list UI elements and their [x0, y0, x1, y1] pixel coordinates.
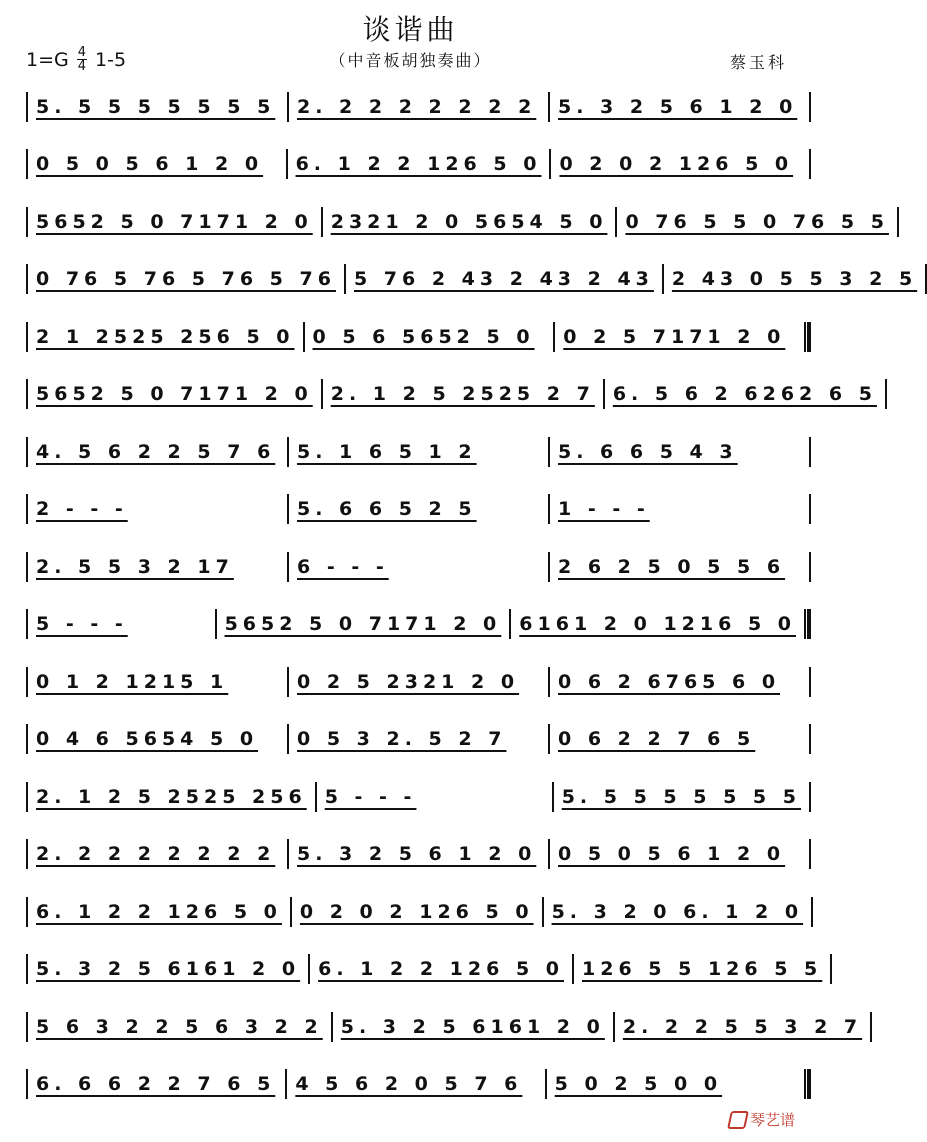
barline — [809, 92, 811, 122]
measure: 5. 3 2 5 6 1 2 0 — [558, 95, 798, 118]
barline — [809, 839, 811, 869]
measure: 5. 6 6 5 2 5 — [297, 498, 477, 521]
time-signature — [77, 46, 87, 73]
repeat-barline — [804, 609, 811, 639]
measure: 2. 2 2 2 2 2 2 2 — [297, 95, 537, 118]
measure: 5 0 2 5 0 0 — [554, 1073, 723, 1096]
page-subtitle: （中音板胡独奏曲） — [329, 51, 492, 70]
measure: 0 5 0 5 6 1 2 0 — [558, 843, 786, 866]
measure: 6. 6 6 2 2 7 6 5 — [36, 1073, 276, 1096]
measure: 5 6 3 2 2 5 6 3 2 2 — [36, 1015, 323, 1038]
score-line — [26, 883, 811, 941]
measure: 0 76 5 5 0 76 5 5 — [625, 210, 889, 233]
time-top: 4 — [77, 45, 87, 60]
barline — [809, 667, 811, 697]
barline — [809, 494, 811, 524]
measure: 2 43 0 5 5 3 2 5 — [671, 268, 918, 291]
score-line — [26, 998, 863, 1056]
barline — [809, 552, 811, 582]
measure: 0 6 2 2 7 6 5 — [558, 728, 756, 751]
score-line — [26, 481, 811, 539]
measure: 0 2 5 7171 2 0 — [563, 325, 786, 348]
measure: 2. 5 5 3 2 17 — [36, 555, 234, 578]
measure: 2 - - - — [36, 498, 128, 521]
score-line — [26, 711, 811, 769]
score-line — [26, 1056, 811, 1114]
key-tonic: 1=G — [26, 48, 69, 71]
measure: 0 2 5 2321 2 0 — [297, 670, 520, 693]
measure: 6. 1 2 2 126 5 0 — [36, 900, 282, 923]
measure: 0 76 5 76 5 76 5 76 — [36, 268, 336, 291]
barline — [809, 149, 811, 179]
score-line — [26, 251, 918, 309]
measure: 6161 2 0 1216 5 0 — [519, 613, 796, 636]
barline — [897, 207, 899, 237]
measure: 0 1 2 1215 1 — [36, 670, 229, 693]
measure: 5652 5 0 7171 2 0 — [224, 613, 502, 636]
score-line — [26, 768, 811, 826]
repeat-barline — [804, 322, 811, 352]
key-signature — [26, 46, 126, 73]
measure: 6 - - - — [297, 555, 389, 578]
measure: 0 4 6 5654 5 0 — [36, 728, 259, 751]
final-barline — [804, 1069, 811, 1099]
measure: 2. 1 2 5 2525 2 7 — [330, 383, 595, 406]
measure: 1 - - - — [558, 498, 650, 521]
score-line — [26, 596, 811, 654]
measure: 5652 5 0 7171 2 0 — [36, 210, 313, 233]
measure: 4 5 6 2 0 5 7 6 — [295, 1073, 523, 1096]
composer: 蔡玉科 — [729, 53, 787, 72]
measure: 2 1 2525 256 5 0 — [36, 325, 295, 348]
barline — [809, 724, 811, 754]
score-line — [26, 538, 811, 596]
barline — [811, 897, 813, 927]
measure: 0 2 0 2 126 5 0 — [299, 900, 534, 923]
barline — [870, 1012, 872, 1042]
measure: 0 5 0 5 6 1 2 0 — [36, 153, 264, 176]
measure: 6. 1 2 2 126 5 0 — [295, 153, 542, 176]
measure: 6. 1 2 2 126 5 0 — [318, 958, 564, 981]
measure: 0 2 0 2 126 5 0 — [559, 153, 794, 176]
measure: 5. 5 5 5 5 5 5 5 — [36, 95, 276, 118]
measure: 2. 1 2 5 2525 256 — [36, 785, 307, 808]
score-line — [26, 308, 811, 366]
site-logo — [729, 1109, 795, 1130]
score-line — [26, 826, 811, 884]
logo-text: 琴艺谱 — [749, 1111, 795, 1129]
measure: 4. 5 6 2 2 5 7 6 — [36, 440, 276, 463]
measure: 2 6 2 5 0 5 5 6 — [558, 555, 786, 578]
measure: 5 76 2 43 2 43 2 43 — [353, 268, 654, 291]
measure: 5652 5 0 7171 2 0 — [36, 383, 313, 406]
measure: 5. 3 2 5 6161 2 0 — [36, 958, 301, 981]
barline — [885, 379, 887, 409]
barline — [809, 437, 811, 467]
time-bottom: 4 — [77, 59, 87, 74]
page-title: 谈谐曲 — [362, 13, 459, 46]
score-line — [26, 653, 811, 711]
score-line — [26, 423, 811, 481]
score-line — [26, 366, 877, 424]
measure: 0 6 2 6765 6 0 — [558, 670, 781, 693]
tuning: 1-5 — [95, 48, 127, 71]
measure: 0 5 3 2. 5 2 7 — [297, 728, 507, 751]
logo-icon — [727, 1111, 749, 1129]
measure: 2. 2 2 5 5 3 2 7 — [622, 1015, 863, 1038]
measure: 5. 6 6 5 4 3 — [558, 440, 738, 463]
measure: 5 - - - — [324, 785, 417, 808]
score-line — [26, 941, 823, 999]
measure: 5. 3 2 5 6161 2 0 — [340, 1015, 605, 1038]
measure: 5. 3 2 5 6 1 2 0 — [297, 843, 537, 866]
measure: 6. 5 6 2 6262 6 5 — [612, 383, 877, 406]
score — [26, 78, 918, 1113]
score-line — [26, 78, 811, 136]
measure: 5. 3 2 0 6. 1 2 0 — [551, 900, 804, 923]
barline — [830, 954, 832, 984]
barline — [809, 782, 811, 812]
score-line — [26, 193, 889, 251]
measure: 126 5 5 126 5 5 — [582, 958, 823, 981]
measure: 2. 2 2 2 2 2 2 2 — [36, 843, 276, 866]
measure: 5. 5 5 5 5 5 5 5 — [561, 785, 801, 808]
measure: 5 - - - — [36, 613, 128, 636]
measure: 0 5 6 5652 5 0 — [312, 325, 535, 348]
score-line — [26, 136, 811, 194]
measure: 2321 2 0 5654 5 0 — [330, 210, 608, 233]
measure: 5. 1 6 5 1 2 — [297, 440, 477, 463]
